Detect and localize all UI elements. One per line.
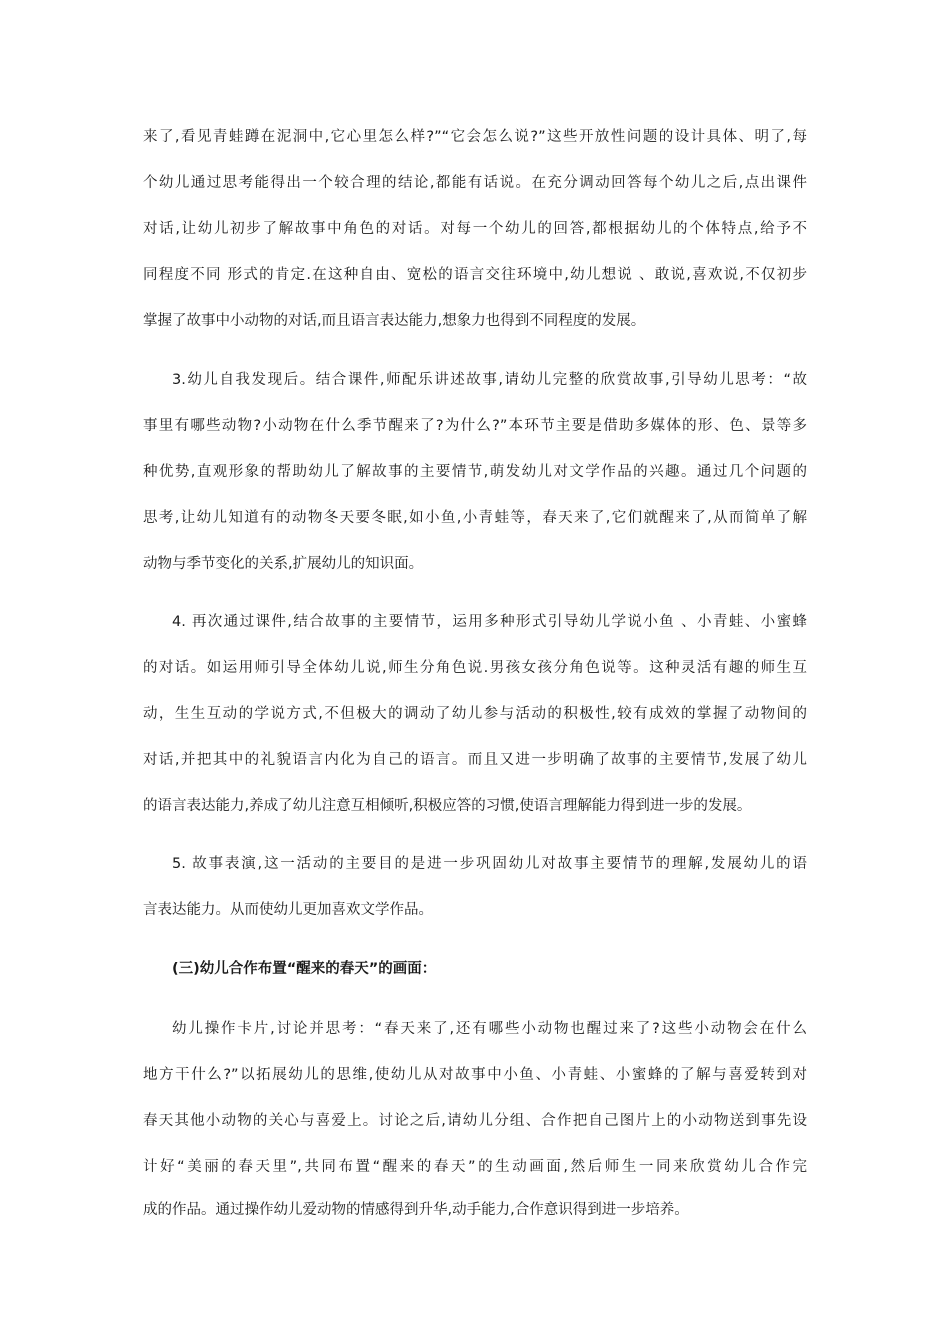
paragraph-5-line-5: 成的作品。通过操作幼儿爱动物的情感得到升华,动手能力,合作意识得到进一步培养。 [143,1202,689,1218]
paragraph-2-line-5: 动物与季节变化的关系,扩展幼儿的知识面。 [143,556,424,572]
paragraph-1-line-4: 同程度不同 形式的肯定.在这种自由、宽松的语言交往环境中,幼儿想说 、敢说,喜欢说,不仅初步 [143,267,807,283]
paragraph-3-line-2: 的对话。如运用师引导全体幼儿说,师生分角色说.男孩女孩分角色说等。这种灵活有趣的师生互 [143,660,807,676]
paragraph-2-line-2: 事里有哪些动物?小动物在什么季节醒来了?为什么?”本环节主要是借助多媒体的形、色、景等多 [143,418,807,434]
paragraph-5-line-1: 幼儿操作卡片,讨论并思考：“春天来了,还有哪些小动物也醒过来了?这些小动物会在什么 [172,1021,807,1037]
paragraph-5-line-2: 地方干什么?”以拓展幼儿的思维,使幼儿从对故事中小鱼、小青蛙、小蜜蜂的了解与喜爱转到对 [143,1067,807,1083]
paragraph-4-line-1: 5. 故事表演,这一活动的主要目的是进一步巩固幼儿对故事主要情节的理解,发展幼儿的语 [172,856,807,872]
paragraph-1-line-3: 对话,让幼儿初步了解故事中角色的对话。对每一个幼儿的回答,都根据幼儿的个体特点,给予不 [143,221,807,237]
paragraph-3-line-4: 对话,并把其中的礼貌语言内化为自己的语言。而且又进一步明确了故事的主要情节,发展了幼儿 [143,752,807,768]
paragraph-5-line-3: 春天其他小动物的关心与喜爱上。讨论之后,请幼儿分组、合作把自己图片上的小动物送到事先设 [143,1113,807,1129]
paragraph-3-line-5: 的语言表达能力,养成了幼儿注意互相倾听,积极应答的习惯,使语言理解能力得到进一步的发展。 [143,798,752,814]
paragraph-2-line-1: 3.幼儿自我发现后。结合课件,师配乐讲述故事,请幼儿完整的欣赏故事,引导幼儿思考：“故 [172,372,807,388]
paragraph-3-line-1: 4. 再次通过课件,结合故事的主要情节，运用多种形式引导幼儿学说小鱼 、小青蛙、小蜜蜂 [172,614,807,630]
paragraph-3-line-3: 动，生生互动的学说方式,不但极大的调动了幼儿参与活动的积极性,较有成效的掌握了动物间的 [143,706,807,722]
paragraph-5-line-4: 计好“美丽的春天里”,共同布置“醒来的春天”的生动画面,然后师生一同来欣赏幼儿合作完 [143,1159,807,1175]
paragraph-1-line-1: 来了,看见青蛙蹲在泥洞中,它心里怎么样?”“它会怎么说?”这些开放性问题的设计具体、明了,每 [143,129,807,145]
paragraph-1-line-5: 掌握了故事中小动物的对话,而且语言表达能力,想象力也得到不同程度的发展。 [143,313,646,329]
section-heading: (三)幼儿合作布置“醒来的春天”的画面： [172,961,437,977]
paragraph-1-line-2: 个幼儿通过思考能得出一个较合理的结论,都能有话说。在充分调动回答每个幼儿之后,点出课件 [143,175,807,191]
paragraph-2-line-4: 思考,让幼儿知道有的动物冬天要冬眠,如小鱼,小青蛙等，春天来了,它们就醒来了,从而简单了解 [143,510,807,526]
paragraph-2-line-3: 种优势,直观形象的帮助幼儿了解故事的主要情节,萌发幼儿对文学作品的兴趣。通过几个问题的 [143,464,807,480]
paragraph-4-line-2: 言表达能力。从而使幼儿更加喜欢文学作品。 [143,902,433,918]
